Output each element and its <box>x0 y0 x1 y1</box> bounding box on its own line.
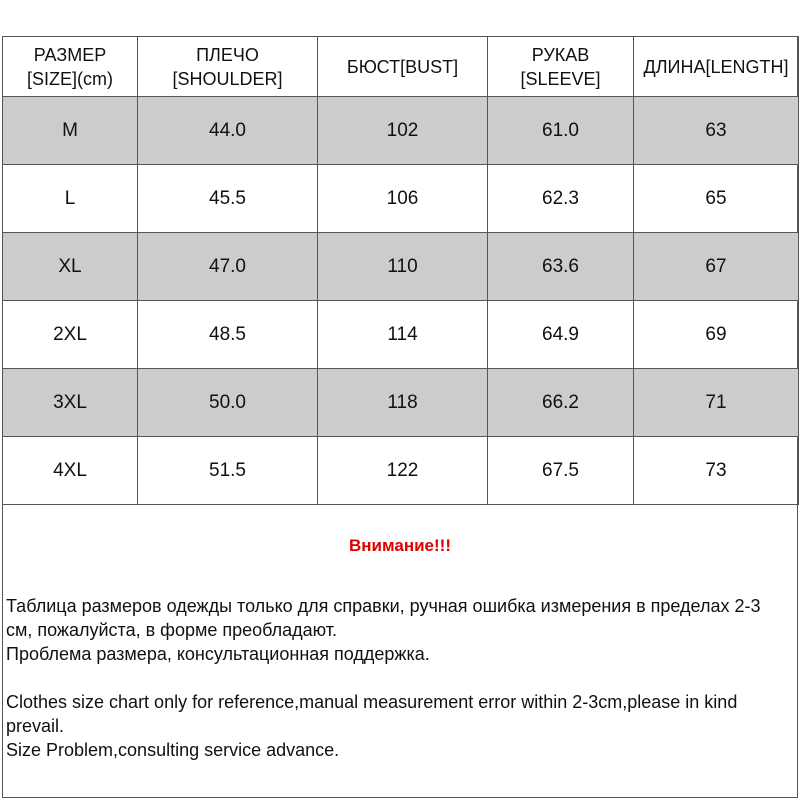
length-cell: 65 <box>634 165 799 233</box>
shoulder-cell: 45.5 <box>138 165 318 233</box>
table-row <box>3 165 799 233</box>
notice-en-line: Clothes size chart only for reference,manual measurement error within 2-3cm,please in kind <box>6 692 738 712</box>
shoulder-cell: 47.0 <box>138 233 318 301</box>
size-cell: XL <box>3 233 138 301</box>
table-row <box>3 233 799 301</box>
header-shoulder: ПЛЕЧО [SHOULDER] <box>138 37 318 97</box>
length-cell: 63 <box>634 97 799 165</box>
size-chart-table <box>2 36 799 505</box>
size-cell: 2XL <box>3 301 138 369</box>
table-row <box>3 369 799 437</box>
size-cell: 4XL <box>3 437 138 505</box>
shoulder-cell: 48.5 <box>138 301 318 369</box>
length-cell: 67 <box>634 233 799 301</box>
size-cell: L <box>3 165 138 233</box>
notice-ru-line: Проблема размера, консультационная поддержка. <box>6 644 430 664</box>
shoulder-cell: 51.5 <box>138 437 318 505</box>
bust-cell: 118 <box>318 369 488 437</box>
shoulder-cell: 44.0 <box>138 97 318 165</box>
size-cell: 3XL <box>3 369 138 437</box>
size-cell: M <box>3 97 138 165</box>
table-row <box>3 301 799 369</box>
notice-en-line: Size Problem,consulting service advance. <box>6 740 340 760</box>
sleeve-cell: 67.5 <box>488 437 634 505</box>
sleeve-cell: 64.9 <box>488 301 634 369</box>
notice-text-en <box>6 690 796 762</box>
length-cell: 71 <box>634 369 799 437</box>
bust-cell: 102 <box>318 97 488 165</box>
length-cell: 69 <box>634 301 799 369</box>
notice-section <box>2 500 798 798</box>
table-header-row <box>3 37 799 97</box>
sleeve-cell: 62.3 <box>488 165 634 233</box>
header-sleeve: РУКАВ [SLEEVE] <box>488 37 634 97</box>
notice-ru-line: Таблица размеров одежды только для справки, ручная ошибка измерения в пределах 2-3 <box>6 596 761 616</box>
notice-text-ru <box>6 594 796 666</box>
table-row <box>3 97 799 165</box>
notice-title: Внимание!!! <box>349 536 451 555</box>
notice-en-line: prevail. <box>6 716 65 736</box>
header-length: ДЛИНА[LENGTH] <box>634 37 799 97</box>
length-cell: 73 <box>634 437 799 505</box>
sleeve-cell: 66.2 <box>488 369 634 437</box>
bust-cell: 110 <box>318 233 488 301</box>
shoulder-cell: 50.0 <box>138 369 318 437</box>
header-bust: БЮСТ[BUST] <box>318 37 488 97</box>
notice-ru-line: см, пожалуйста, в форме преобладают. <box>6 620 338 640</box>
sleeve-cell: 63.6 <box>488 233 634 301</box>
header-size: РАЗМЕР [SIZE](cm) <box>3 37 138 97</box>
table-row <box>3 437 799 505</box>
sleeve-cell: 61.0 <box>488 97 634 165</box>
bust-cell: 114 <box>318 301 488 369</box>
bust-cell: 106 <box>318 165 488 233</box>
bust-cell: 122 <box>318 437 488 505</box>
